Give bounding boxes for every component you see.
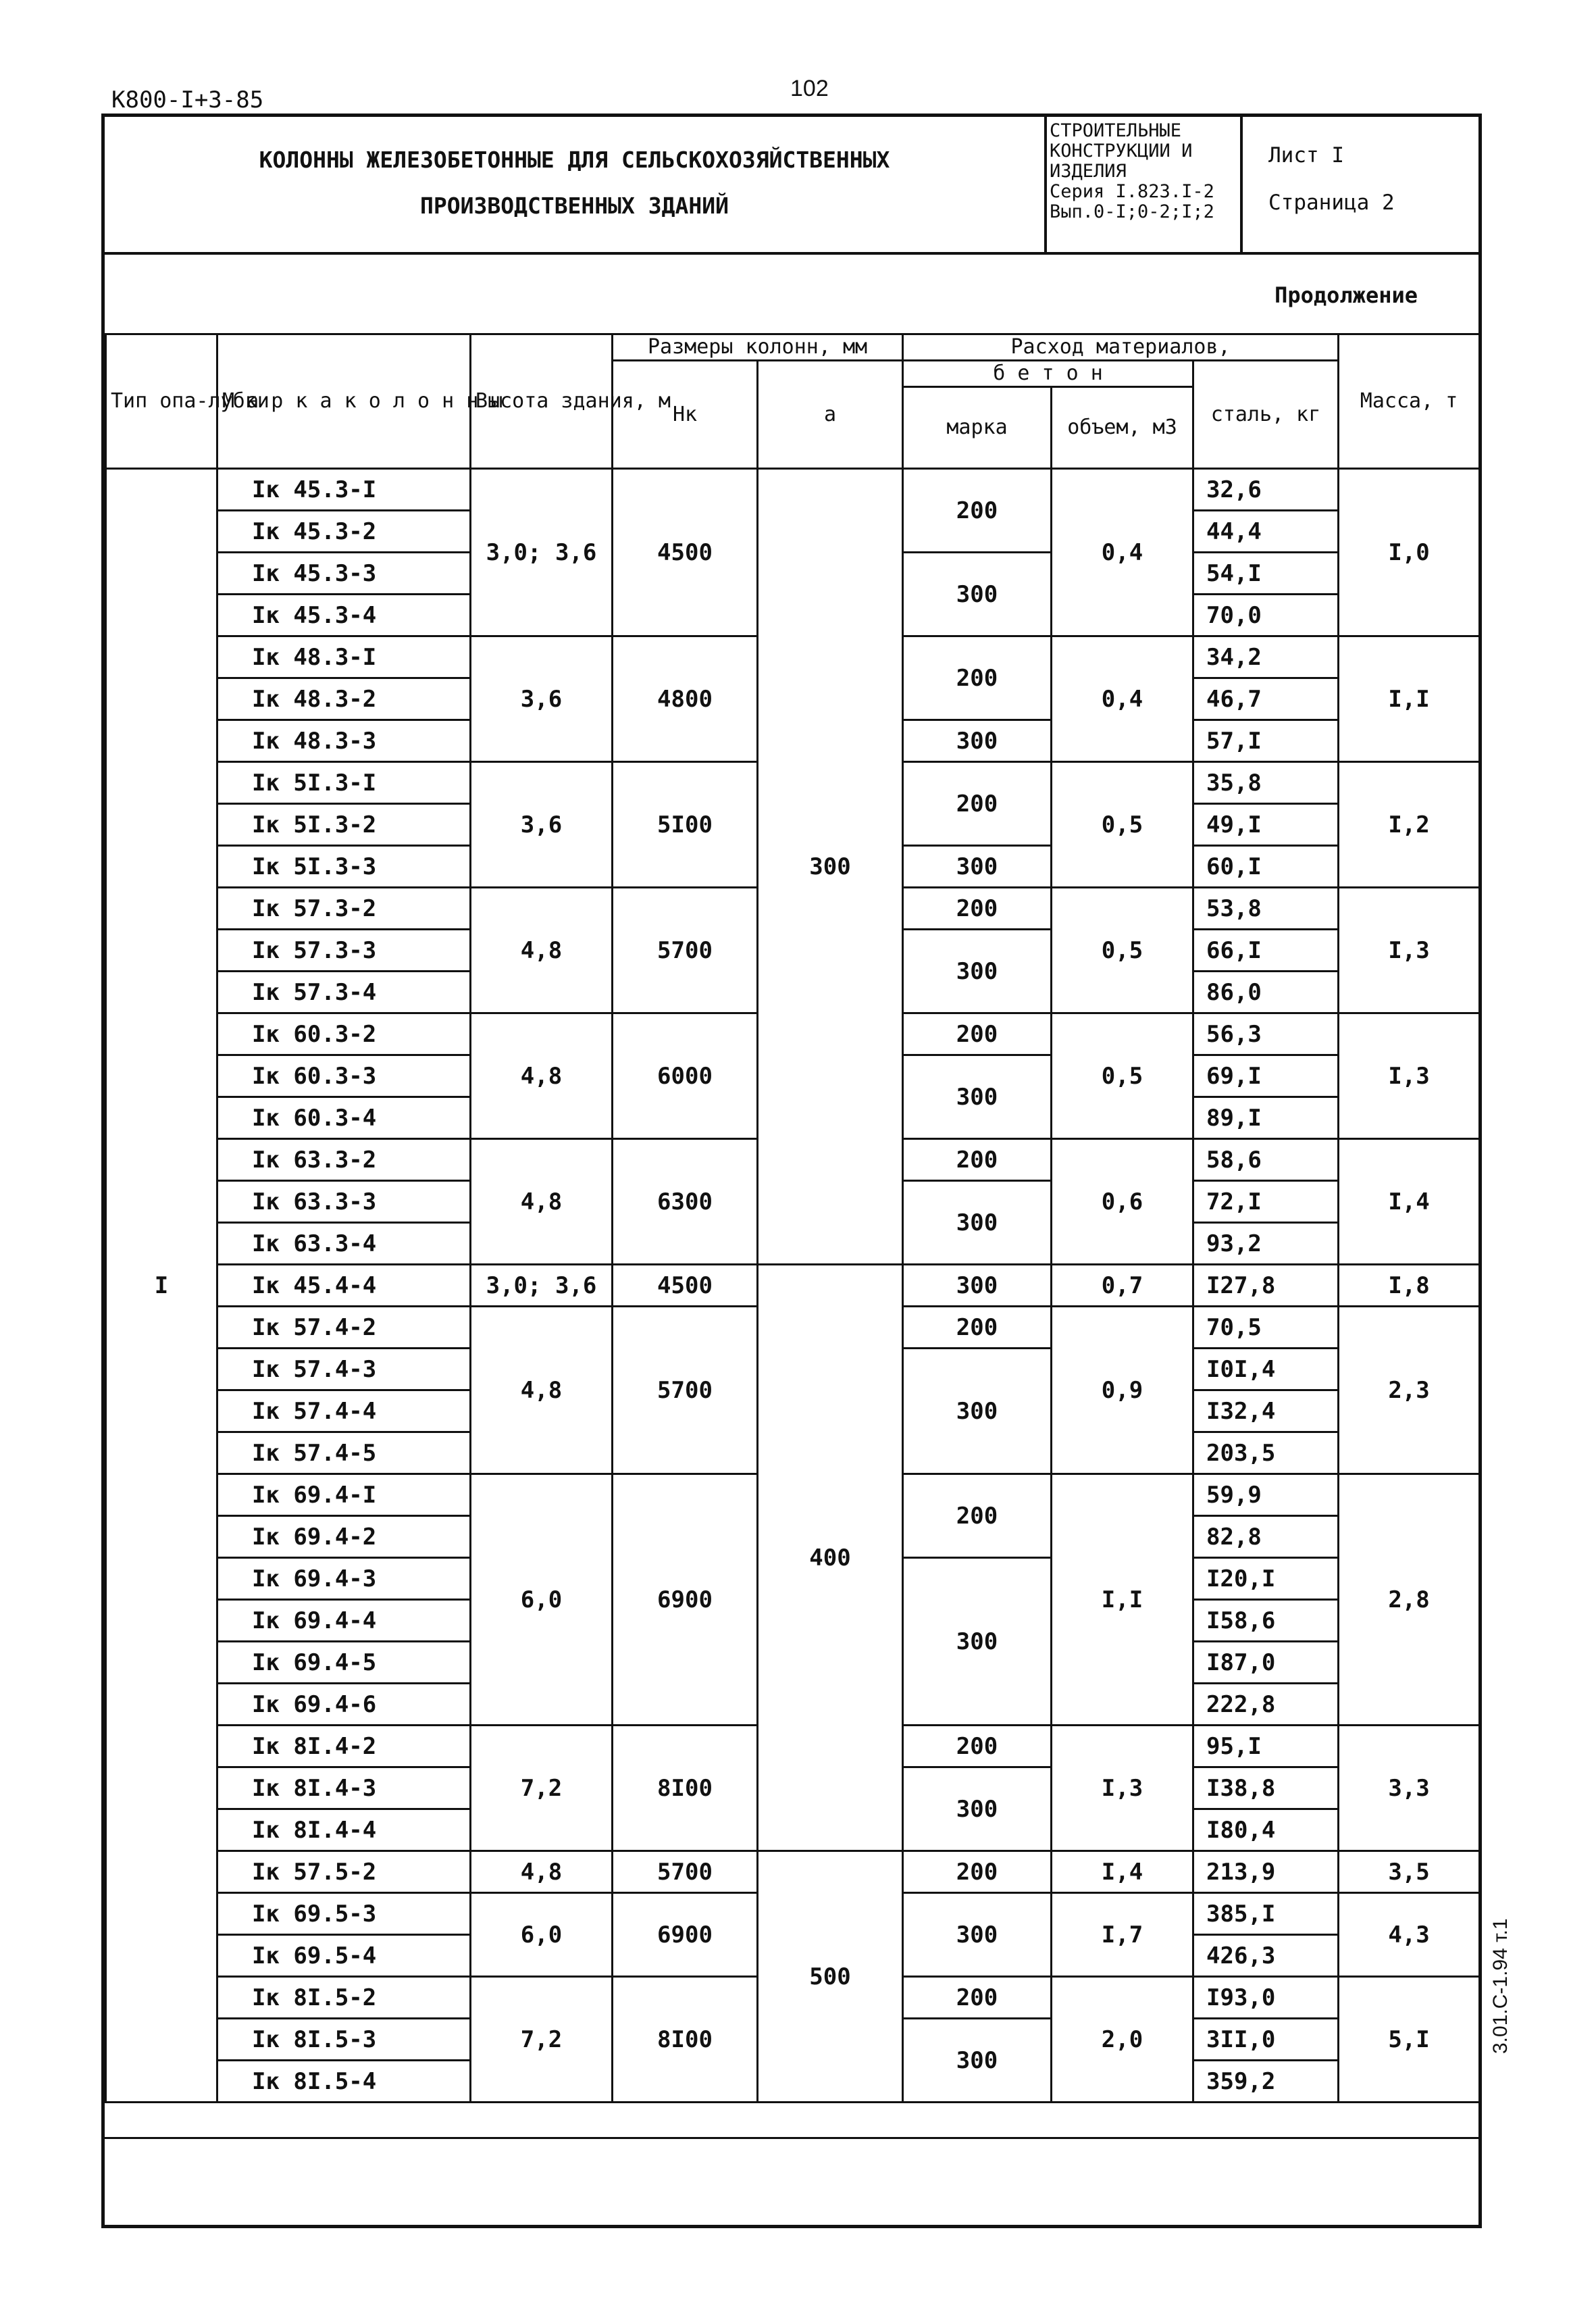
column-mark: Iк 48.3-3 <box>217 720 471 762</box>
concrete-grade: 200 <box>903 888 1052 930</box>
mass-t: 3,3 <box>1339 1726 1480 1851</box>
table-row <box>106 1265 1480 1307</box>
column-mark: Iк 63.3-4 <box>217 1223 471 1265</box>
steel-kg: 213,9 <box>1193 1851 1339 1893</box>
building-height: 4,8 <box>471 888 613 1013</box>
building-height: 4,8 <box>471 1851 613 1893</box>
mass-t: I,3 <box>1339 1013 1480 1139</box>
concrete-grade: 300 <box>903 1558 1052 1726</box>
column-mark: Iк 57.5-2 <box>217 1851 471 1893</box>
steel-kg: 385,I <box>1193 1893 1339 1935</box>
column-a: 300 <box>758 469 903 1265</box>
column-mark: Iк 69.5-3 <box>217 1893 471 1935</box>
building-height: 7,2 <box>471 1977 613 2103</box>
col-concrete: б е т о н <box>903 361 1193 387</box>
concrete-grade: 300 <box>903 553 1052 636</box>
column-mark: Iк 45.3-I <box>217 469 471 511</box>
steel-kg: I93,0 <box>1193 1977 1339 2019</box>
table-body <box>106 469 1480 2103</box>
steel-kg: 56,3 <box>1193 1013 1339 1055</box>
mass-t: I,I <box>1339 636 1480 762</box>
concrete-volume: 0,9 <box>1052 1307 1193 1474</box>
building-height: 3,6 <box>471 762 613 888</box>
concrete-volume: 0,4 <box>1052 469 1193 636</box>
columns-table <box>105 333 1481 2103</box>
concrete-grade: 200 <box>903 1474 1052 1558</box>
concrete-grade: 200 <box>903 1851 1052 1893</box>
steel-kg: I0I,4 <box>1193 1349 1339 1390</box>
series-line: КОНСТРУКЦИИ И <box>1050 141 1193 161</box>
column-mark: Iк 45.4-4 <box>217 1265 471 1307</box>
column-mark: Iк 57.3-3 <box>217 930 471 972</box>
concrete-volume: I,7 <box>1052 1893 1193 1977</box>
steel-kg: 72,I <box>1193 1181 1339 1223</box>
column-mark: Iк 48.3-2 <box>217 678 471 720</box>
series-line: Серия I.823.I-2 <box>1050 181 1214 202</box>
steel-kg: 70,0 <box>1193 595 1339 636</box>
steel-kg: 3II,0 <box>1193 2019 1339 2061</box>
steel-kg: 35,8 <box>1193 762 1339 804</box>
concrete-grade: 200 <box>903 1139 1052 1181</box>
concrete-volume: 0,4 <box>1052 636 1193 762</box>
building-height: 4,8 <box>471 1139 613 1265</box>
concrete-grade: 300 <box>903 1349 1052 1474</box>
steel-kg: 53,8 <box>1193 888 1339 930</box>
column-mark: Iк 69.4-6 <box>217 1684 471 1726</box>
title-header <box>105 117 1478 255</box>
column-a: 500 <box>758 1851 903 2103</box>
mass-t: 5,I <box>1339 1977 1480 2103</box>
column-hk: 5700 <box>613 1851 758 1893</box>
column-mark: Iк 5I.3-3 <box>217 846 471 888</box>
col-materials: Расход материалов, <box>903 334 1339 361</box>
column-hk: 4500 <box>613 469 758 636</box>
column-mark: Iк 69.4-4 <box>217 1600 471 1642</box>
concrete-volume: I,I <box>1052 1474 1193 1726</box>
concrete-grade: 300 <box>903 2019 1052 2103</box>
col-mass: Масса, т <box>1339 334 1480 469</box>
concrete-grade: 300 <box>903 1181 1052 1265</box>
steel-kg: 49,I <box>1193 804 1339 846</box>
mass-t: 2,3 <box>1339 1307 1480 1474</box>
steel-kg: 60,I <box>1193 846 1339 888</box>
document-code: К800-I+3-85 <box>111 86 264 114</box>
mass-t: I,4 <box>1339 1139 1480 1265</box>
steel-kg: 86,0 <box>1193 972 1339 1013</box>
column-mark: Iк 69.4-3 <box>217 1558 471 1600</box>
mass-t: I,8 <box>1339 1265 1480 1307</box>
column-hk: 4800 <box>613 636 758 762</box>
col-grade: марка <box>903 387 1052 469</box>
steel-kg: 57,I <box>1193 720 1339 762</box>
column-mark: Iк 60.3-4 <box>217 1097 471 1139</box>
column-mark: Iк 60.3-3 <box>217 1055 471 1097</box>
column-mark: Iк 57.3-2 <box>217 888 471 930</box>
col-steel: сталь, кг <box>1193 361 1339 469</box>
building-height: 6,0 <box>471 1893 613 1977</box>
steel-kg: 34,2 <box>1193 636 1339 678</box>
column-mark: Iк 45.3-3 <box>217 553 471 595</box>
column-mark: Iк 69.4-2 <box>217 1516 471 1558</box>
column-mark: Iк 45.3-2 <box>217 511 471 553</box>
mass-t: 2,8 <box>1339 1474 1480 1726</box>
column-mark: Iк 8I.4-4 <box>217 1809 471 1851</box>
steel-kg: 54,I <box>1193 553 1339 595</box>
title-line-2: ПРОИЗВОДСТВЕННЫХ ЗДАНИЙ <box>420 193 729 219</box>
steel-kg: 89,I <box>1193 1097 1339 1139</box>
column-mark: Iк 57.4-5 <box>217 1432 471 1474</box>
concrete-volume: 2,0 <box>1052 1977 1193 2103</box>
column-hk: 5700 <box>613 1307 758 1474</box>
col-mark: М а р к а к о л о н н ы <box>217 334 471 469</box>
concrete-grade: 200 <box>903 1977 1052 2019</box>
table-row <box>106 469 1480 511</box>
steel-kg: I38,8 <box>1193 1767 1339 1809</box>
column-hk: 5700 <box>613 888 758 1013</box>
column-a: 400 <box>758 1265 903 1851</box>
concrete-grade: 200 <box>903 762 1052 846</box>
column-hk: 5I00 <box>613 762 758 888</box>
title-line-1: КОЛОННЫ ЖЕЛЕЗОБЕТОННЫЕ ДЛЯ СЕЛЬСКОХОЗЯЙСТВЕННЫХ <box>259 147 890 173</box>
steel-kg: 82,8 <box>1193 1516 1339 1558</box>
steel-kg: 203,5 <box>1193 1432 1339 1474</box>
steel-kg: I80,4 <box>1193 1809 1339 1851</box>
column-hk: 4500 <box>613 1265 758 1307</box>
column-hk: 8I00 <box>613 1977 758 2103</box>
columns-table-wrapper <box>105 333 1478 2103</box>
column-mark: Iк 8I.5-3 <box>217 2019 471 2061</box>
concrete-grade: 300 <box>903 720 1052 762</box>
building-height: 3,6 <box>471 636 613 762</box>
steel-kg: 359,2 <box>1193 2061 1339 2103</box>
concrete-volume: 0,7 <box>1052 1265 1193 1307</box>
column-mark: Iк 60.3-2 <box>217 1013 471 1055</box>
column-mark: Iк 57.4-3 <box>217 1349 471 1390</box>
steel-kg: 70,5 <box>1193 1307 1339 1349</box>
column-mark: Iк 63.3-3 <box>217 1181 471 1223</box>
column-hk: 6000 <box>613 1013 758 1139</box>
document-title <box>105 117 1047 252</box>
column-mark: Iк 69.5-4 <box>217 1935 471 1977</box>
col-dims: Размеры колонн, мм <box>613 334 903 361</box>
col-a: а <box>758 361 903 469</box>
concrete-grade: 300 <box>903 846 1052 888</box>
mass-t: I,0 <box>1339 469 1480 636</box>
sheet-info <box>1243 117 1478 252</box>
column-mark: Iк 8I.5-2 <box>217 1977 471 2019</box>
mass-t: I,2 <box>1339 762 1480 888</box>
concrete-grade: 300 <box>903 1055 1052 1139</box>
concrete-volume: 0,6 <box>1052 1139 1193 1265</box>
building-height: 4,8 <box>471 1013 613 1139</box>
steel-kg: I58,6 <box>1193 1600 1339 1642</box>
col-hk: Нк <box>613 361 758 469</box>
column-hk: 8I00 <box>613 1726 758 1851</box>
column-mark: Iк 57.3-4 <box>217 972 471 1013</box>
concrete-grade: 300 <box>903 930 1052 1013</box>
concrete-grade: 300 <box>903 1893 1052 1977</box>
concrete-grade: 200 <box>903 1013 1052 1055</box>
col-height: Высота здания, м <box>471 334 613 469</box>
column-mark: Iк 57.4-4 <box>217 1390 471 1432</box>
column-mark: Iк 8I.4-3 <box>217 1767 471 1809</box>
col-volume: объем, м3 <box>1052 387 1193 469</box>
concrete-volume: 0,5 <box>1052 1013 1193 1139</box>
footer-divider <box>105 2137 1478 2139</box>
column-mark: Iк 8I.4-2 <box>217 1726 471 1767</box>
steel-kg: I87,0 <box>1193 1642 1339 1684</box>
column-hk: 6900 <box>613 1474 758 1726</box>
column-mark: Iк 5I.3-I <box>217 762 471 804</box>
steel-kg: I27,8 <box>1193 1265 1339 1307</box>
mass-t: 4,3 <box>1339 1893 1480 1977</box>
steel-kg: 46,7 <box>1193 678 1339 720</box>
concrete-volume: I,4 <box>1052 1851 1193 1893</box>
page-frame <box>101 114 1482 2228</box>
series-line: Вып.0-I;0-2;I;2 <box>1050 201 1214 222</box>
concrete-grade: 200 <box>903 469 1052 553</box>
steel-kg: 69,I <box>1193 1055 1339 1097</box>
mass-t: 3,5 <box>1339 1851 1480 1893</box>
concrete-grade: 200 <box>903 1307 1052 1349</box>
steel-kg: 426,3 <box>1193 1935 1339 1977</box>
steel-kg: 222,8 <box>1193 1684 1339 1726</box>
series-info <box>1047 117 1243 252</box>
concrete-grade: 200 <box>903 1726 1052 1767</box>
building-height: 3,0; 3,6 <box>471 469 613 636</box>
column-mark: Iк 63.3-2 <box>217 1139 471 1181</box>
concrete-grade: 200 <box>903 636 1052 720</box>
column-mark: Iк 5I.3-2 <box>217 804 471 846</box>
steel-kg: I20,I <box>1193 1558 1339 1600</box>
table-header <box>106 334 1480 469</box>
series-line: СТРОИТЕЛЬНЫЕ <box>1050 120 1182 141</box>
column-hk: 6900 <box>613 1893 758 1977</box>
concrete-volume: I,3 <box>1052 1726 1193 1851</box>
steel-kg: I32,4 <box>1193 1390 1339 1432</box>
steel-kg: 59,9 <box>1193 1474 1339 1516</box>
col-type: Тип опа-лубки <box>106 334 217 469</box>
formwork-type-cell: I <box>106 469 217 2103</box>
table-row <box>106 1851 1480 1893</box>
steel-kg: 93,2 <box>1193 1223 1339 1265</box>
side-stamp: 3.01.С-1.94 т.1 <box>1489 1918 1512 2054</box>
building-height: 3,0; 3,6 <box>471 1265 613 1307</box>
column-mark: Iк 8I.5-4 <box>217 2061 471 2103</box>
steel-kg: 95,I <box>1193 1726 1339 1767</box>
column-mark: Iк 69.4-5 <box>217 1642 471 1684</box>
concrete-volume: 0,5 <box>1052 888 1193 1013</box>
building-height: 4,8 <box>471 1307 613 1474</box>
steel-kg: 44,4 <box>1193 511 1339 553</box>
steel-kg: 32,6 <box>1193 469 1339 511</box>
column-mark: Iк 69.4-I <box>217 1474 471 1516</box>
continuation-label: Продолжение <box>1275 282 1418 308</box>
page-label: Страница 2 <box>1268 191 1395 215</box>
column-hk: 6300 <box>613 1139 758 1265</box>
column-mark: Iк 45.3-4 <box>217 595 471 636</box>
mass-t: I,3 <box>1339 888 1480 1013</box>
series-line: ИЗДЕЛИЯ <box>1050 161 1127 182</box>
building-height: 7,2 <box>471 1726 613 1851</box>
concrete-grade: 300 <box>903 1767 1052 1851</box>
column-mark: Iк 48.3-I <box>217 636 471 678</box>
sheet-label: Лист I <box>1268 143 1344 168</box>
page-number: 102 <box>790 76 829 101</box>
steel-kg: 66,I <box>1193 930 1339 972</box>
building-height: 6,0 <box>471 1474 613 1726</box>
concrete-grade: 300 <box>903 1265 1052 1307</box>
column-mark: Iк 57.4-2 <box>217 1307 471 1349</box>
concrete-volume: 0,5 <box>1052 762 1193 888</box>
steel-kg: 58,6 <box>1193 1139 1339 1181</box>
